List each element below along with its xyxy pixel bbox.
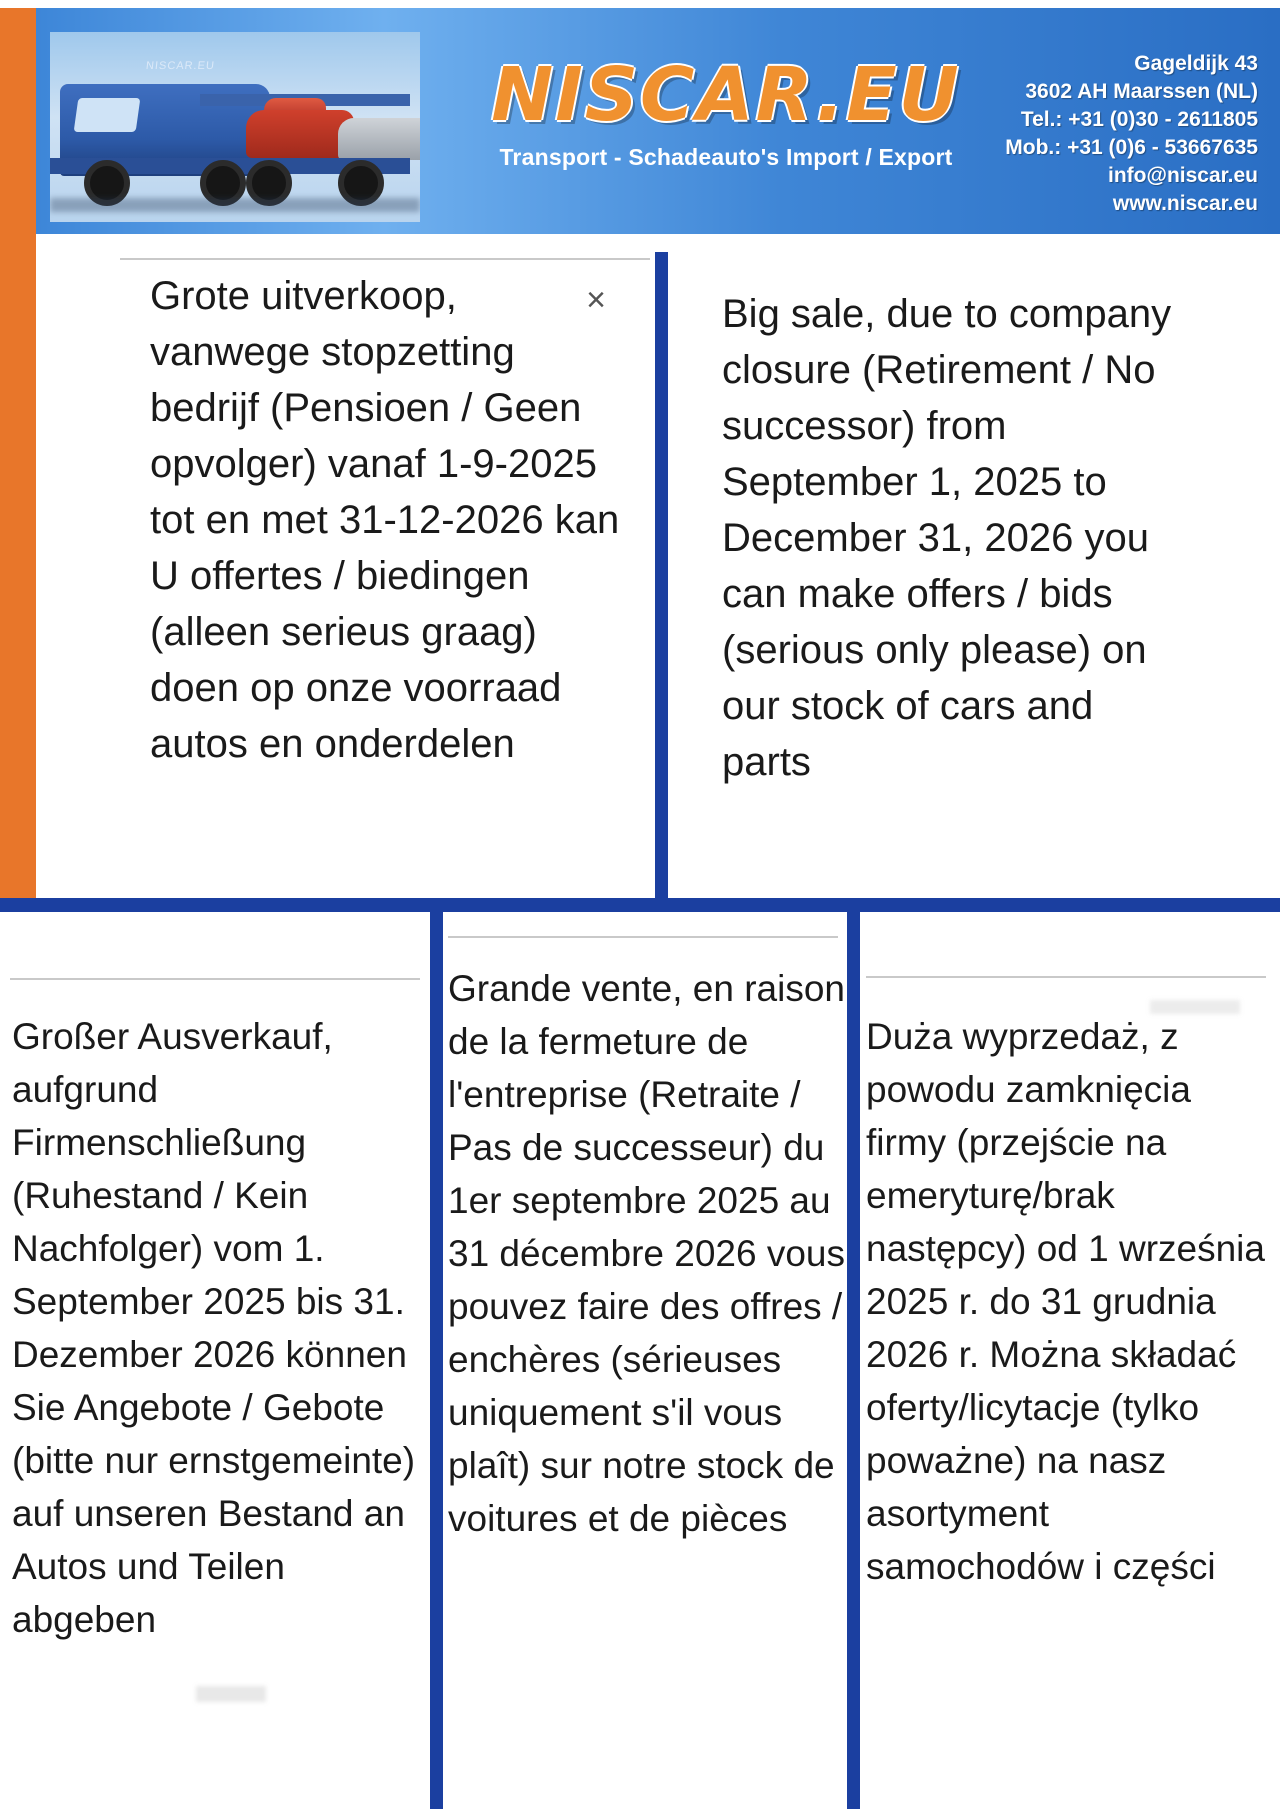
contact-email: info@niscar.eu — [1107, 164, 1258, 187]
close-icon: × — [586, 281, 606, 319]
logo-wordmark: NISCAR.EU — [491, 52, 961, 138]
contact-phone: Tel.: +31 (0)30 - 2611805 — [1020, 108, 1258, 131]
car-transporter-truck-photo — [50, 32, 420, 222]
contact-details-block — [918, 50, 1258, 218]
notice-english — [722, 286, 1192, 790]
truck-window-shape — [74, 98, 141, 132]
notice-dutch-text: Grote uitverkoop, vanwege stopzetting bedrijf (Pensioen / Geen opvolger) vanaf 1-9-2025 tot en met 31-12-2026 kan U offertes / biedingen (alleen serieus graag) doen op onze voorraad autos en onderdelen — [150, 274, 620, 766]
scan-artefact — [196, 1686, 266, 1702]
truck-shadow — [50, 198, 420, 212]
notice-polish — [866, 1010, 1276, 1593]
orange-side-strip-top — [0, 8, 36, 234]
thin-rule-french — [448, 936, 838, 938]
contact-mobile: Mob.: +31 (0)6 - 53667635 — [1005, 136, 1258, 159]
contact-website: www.niscar.eu — [1112, 192, 1258, 215]
thin-rule-german — [10, 978, 420, 980]
thin-rule-polish — [866, 976, 1266, 978]
notice-dutch — [150, 268, 620, 772]
contact-address-city: 3602 AH Maarssen (NL) — [1025, 80, 1258, 103]
scan-artefact — [1150, 1000, 1240, 1014]
vertical-divider-bottom-right — [847, 912, 860, 1809]
notice-polish-text: Duża wyprzedaż, z powodu zamknięcia firmy (przejście na emeryturę/brak następcy) od 1 września 2025 r. do 31 grudnia 2026 r. Można składać oferty/licytacje (tylko poważne) na nasz asortyment samochodów i części — [866, 1016, 1265, 1587]
logo-tagline: Transport - Schadeauto's Import / Export — [499, 144, 953, 170]
notice-french — [448, 962, 848, 1545]
grey-car-shape — [338, 118, 420, 160]
notice-german — [12, 1010, 432, 1646]
company-logo — [476, 52, 976, 171]
notice-german-text: Großer Ausverkauf, aufgrund Firmenschließung (Ruhestand / Kein Nachfolger) vom 1. September 2025 bis 31. Dezember 2026 können Sie Angebote / Gebote (bitte nur ernstgemeinte) auf unseren Bestand an Autos und Teilen abgeben — [12, 1016, 416, 1640]
letterhead-banner — [36, 8, 1280, 234]
horizontal-divider — [0, 898, 1280, 912]
thin-rule-dutch — [120, 258, 650, 260]
orange-side-strip — [0, 234, 36, 904]
vertical-divider-top — [655, 252, 668, 904]
truck-side-lettering: NISCAR.EU — [145, 60, 216, 72]
contact-address-street: Gageldijk 43 — [1134, 52, 1258, 75]
notice-english-text: Big sale, due to company closure (Retirement / No successor) from September 1, 2025 to December 31, 2026 you can make offers / bids (serious only please) on our stock of cars and parts — [722, 292, 1172, 784]
notice-french-text: Grande vente, en raison de la fermeture de l'entreprise (Retraite / Pas de successeur) du 1er septembre 2025 au 31 décembre 2026 vous pouvez faire des offres / enchères (sérieuses uniquement s'il vous plaît) sur notre stock de voitures et de pièces — [448, 968, 845, 1539]
